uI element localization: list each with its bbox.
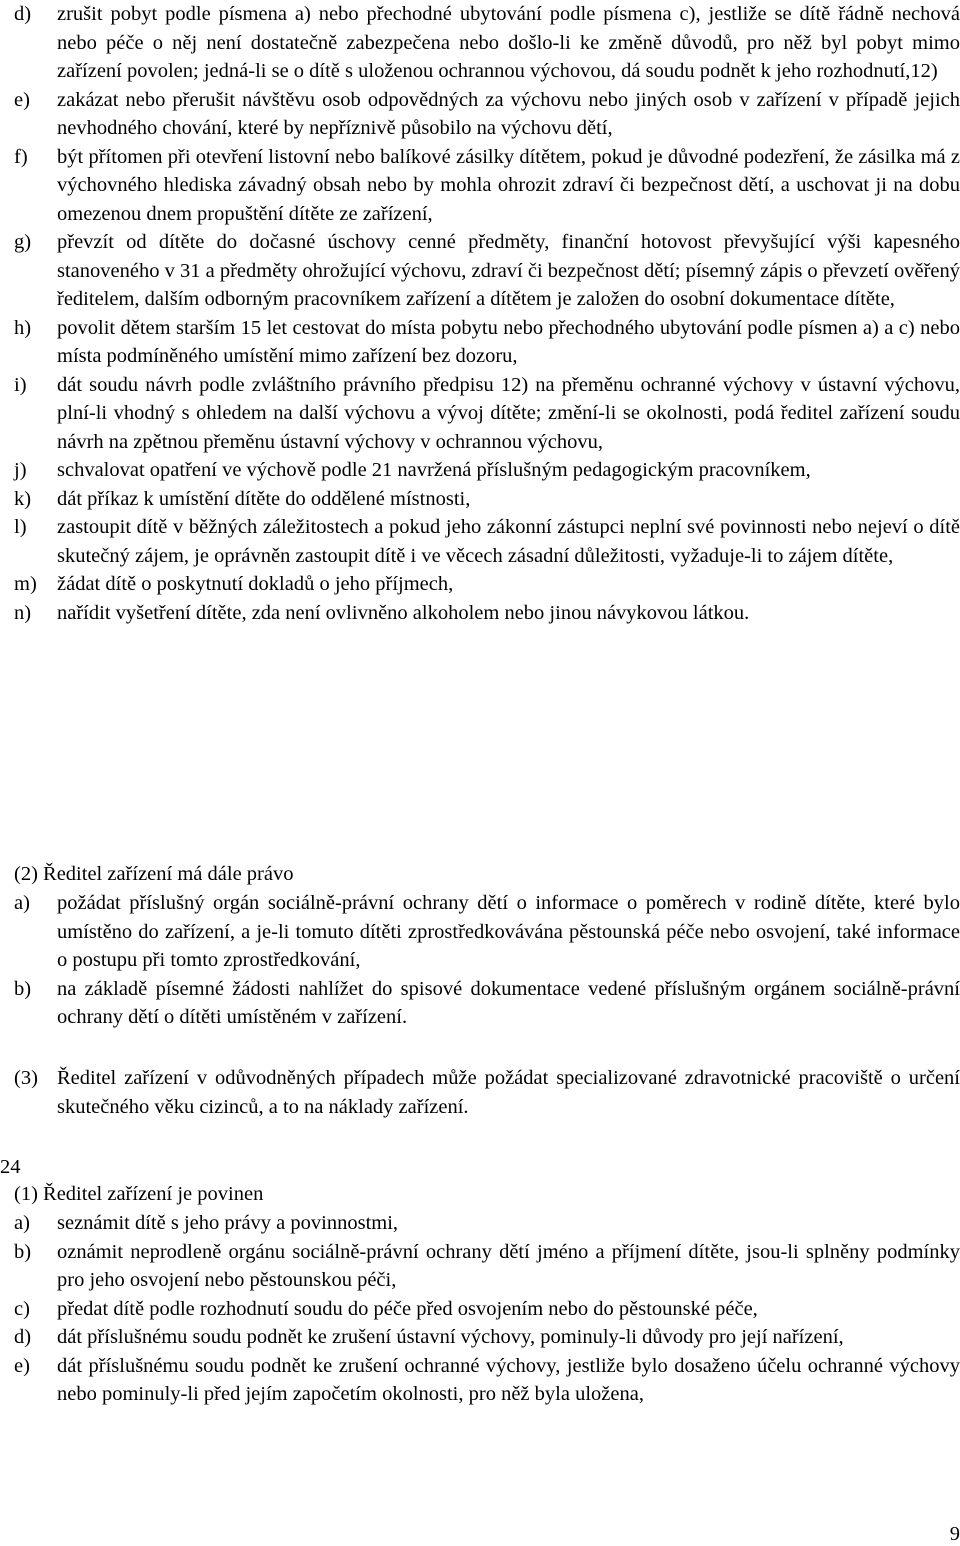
paragraph-text: Ředitel zařízení v odůvodněných případech může požádat specializované zdravotnické pracoviště o určení skutečného věku cizinců, a to na náklady zařízení. [57, 1067, 960, 1118]
list-marker: d) [14, 3, 32, 25]
list-marker: m) [14, 573, 37, 595]
list-marker: a) [14, 892, 30, 914]
list-item-a [0, 889, 960, 975]
list-item-text: oznámit neprodleně orgánu sociálně-právní ochrany dětí jméno a příjmení dítěte, jsou-li splněny podmínky pro jeho osvojení nebo pěstounskou péči, [57, 1240, 960, 1291]
list-item-text: zrušit pobyt podle písmena a) nebo přechodné ubytování podle písmena c), jestliže se dítě řádně nechová nebo péče o něj není dostatečně zabezpečena nebo došlo-li ke změně důvodů, pro něž byl pobyt mimo zařízení povolen; jedná-li se o dítě s uloženou ochrannou výchovou, dá soudu podnět k jeho rozhodnutí,12) [57, 3, 960, 82]
list-item-text: schvalovat opatření ve výchově podle 21 navržená příslušným pedagogickým pracovníkem, [57, 459, 811, 481]
list-item-k [0, 485, 960, 514]
list-item-text: povolit dětem starším 15 let cestovat do místa pobytu nebo přechodného ubytování podle písmen a) a c) nebo místa podmíněného umístění mimo zařízení bez dozoru, [57, 316, 960, 367]
rights-list-2 [0, 889, 960, 1032]
list-item-text: dát příslušnému soudu podnět ke zrušení ochranné výchovy, jestliže bylo dosaženo účelu ochranné výchovy nebo pominuly-li před jejím započetím okolnosti, pro něž byla uložena, [57, 1354, 960, 1405]
list-marker: e) [14, 1354, 30, 1377]
list-item-text: požádat příslušný orgán sociálně-právní ochrany dětí o informace o poměrech v rodině dítěte, které bylo umístěno do zařízení, a je-li tomuto dítěti zprostředkovávána pěstounská péče nebo osvojení, také informace o postupu při tomto zprostředkování, [57, 892, 960, 971]
list-item-c [0, 1295, 960, 1324]
list-item-i [0, 371, 960, 457]
list-item-f [0, 143, 960, 229]
list-item-m [0, 570, 960, 599]
list-item-e [0, 86, 960, 143]
paragraph-2-heading: (2) Ředitel zařízení má dále právo [14, 863, 294, 885]
list-item-h [0, 314, 960, 371]
list-marker: e) [14, 88, 30, 111]
rights-list-1 [0, 0, 960, 627]
list-item-g [0, 228, 960, 314]
list-item-j [0, 456, 960, 485]
list-marker: d) [14, 1326, 32, 1348]
list-marker: b) [14, 1240, 32, 1263]
paragraph-marker: (3) [14, 1067, 38, 1089]
list-item-text: zakázat nebo přerušit návštěvu osob odpovědných za výchovu nebo jiných osob v zařízení v případě jejich nevhodného chování, které by nepříznivě působilo na výchovu dětí, [57, 88, 960, 139]
list-item-text: předat dítě podle rozhodnutí soudu do péče před osvojením nebo do pěstounské péče, [57, 1297, 758, 1320]
list-item-text: převzít od dítěte do dočasné úschovy cenné předměty, finanční hotovost převyšující výši kapesného stanoveného v 31 a předměty ohrožující výchovu, zdraví či bezpečnost dětí; písemný zápis o převzetí ověřený ředitelem, dalším odborným pracovníkem zařízení a dítětem je založen do osobní dokumentace dítěte, [57, 231, 960, 310]
list-marker: b) [14, 977, 32, 1000]
list-item-n [0, 599, 960, 628]
list-marker: c) [14, 1297, 30, 1320]
list-item-text: dát příslušnému soudu podnět ke zrušení ústavní výchovy, pominuly-li důvody pro její nařízení, [57, 1326, 844, 1348]
list-marker: i) [14, 373, 27, 396]
list-item-text: nařídit vyšetření dítěte, zda není ovlivněno alkoholem nebo jinou návykovou látkou. [57, 601, 750, 624]
page-number: 9 [949, 1523, 960, 1545]
list-marker: a) [14, 1212, 30, 1234]
list-item-text: na základě písemné žádosti nahlížet do spisové dokumentace vedené příslušným orgánem sociálně-právní ochrany dětí o dítěti umístěném v zařízení. [57, 977, 960, 1028]
list-marker: f) [14, 145, 28, 168]
list-marker: n) [14, 601, 32, 624]
section-heading [0, 1152, 21, 1182]
list-item-d [0, 1323, 960, 1352]
list-item-a [0, 1209, 960, 1238]
list-item-text: seznámit dítě s jeho právy a povinnostmi, [57, 1212, 399, 1234]
list-item-b [0, 1238, 960, 1295]
list-marker: h) [14, 316, 32, 339]
list-item-text: žádat dítě o poskytnutí dokladů o jeho příjmech, [57, 573, 454, 595]
duties-list [0, 1209, 960, 1409]
list-item-d [0, 0, 960, 86]
list-item-l [0, 513, 960, 570]
list-item-text: dát příkaz k umístění dítěte do oddělené místnosti, [57, 487, 471, 510]
list-item-e [0, 1352, 960, 1409]
section-number: 24 [0, 1156, 21, 1178]
list-marker: l) [14, 516, 27, 538]
list-item-text: zastoupit dítě v běžných záležitostech a pokud jeho zákonní zástupci neplní své povinnosti nebo nejeví o dítě skutečný zájem, je oprávněn zastoupit dítě i ve věcech zásadní důležitosti, vyžaduje-li to zájem dítěte, [57, 516, 960, 567]
list-marker: g) [14, 231, 32, 253]
list-item-b [0, 975, 960, 1032]
list-marker: j) [14, 459, 27, 481]
list-marker: k) [14, 487, 32, 510]
list-item-text: být přítomen při otevření listovní nebo balíkové zásilky dítětem, pokud je důvodné podezření, že zásilka má z výchovného hlediska závadný obsah nebo by mohla ohrozit zdraví či bezpečnost dětí, a uschovat ji na dobu omezenou dnem propuštění dítěte ze zařízení, [57, 145, 960, 225]
section-paragraph-1-heading: (1) Ředitel zařízení je povinen [14, 1183, 264, 1205]
paragraph-3 [0, 1064, 960, 1121]
list-item-text: dát soudu návrh podle zvláštního právního předpisu 12) na přeměnu ochranné výchovy v ústavní výchovu, plní-li vhodný s ohledem na další výchovu a vývoj dítěte; změní-li se okolnosti, podá ředitel zařízení soudu návrh na zpětnou přeměnu ústavní výchovy v ochrannou výchovu, [57, 373, 960, 453]
